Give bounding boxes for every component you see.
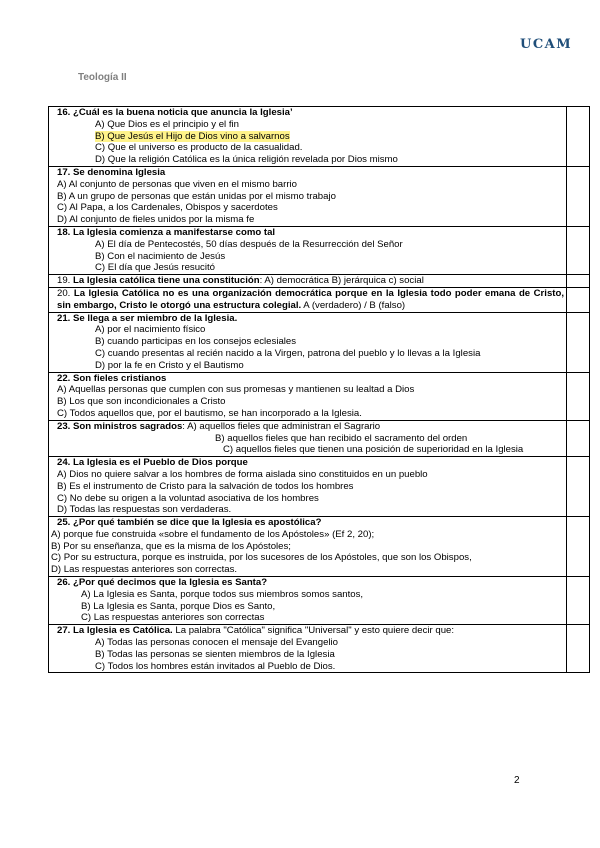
question-row (49, 457, 590, 517)
answer-cell (567, 166, 590, 226)
question-row (49, 107, 590, 167)
answer-cell (567, 577, 590, 625)
answer-cell (567, 275, 590, 288)
option: A) Dios no quiere salvar a los hombres de forma aislada sino constituidos en un pueblo (57, 468, 428, 480)
question-cell (49, 372, 567, 420)
question-choices: A (verdadero) / B (falso) (301, 299, 406, 311)
question-cell (49, 166, 567, 226)
highlighted-answer: B) Que Jesús el Hijo de Dios vino a salvarnos (95, 130, 290, 142)
answer-cell (567, 107, 590, 167)
page-number: 2 (514, 775, 520, 786)
question-number: 20. (57, 287, 74, 299)
option: A) por el nacimiento físico (95, 324, 206, 336)
question-title: 26. ¿Por qué decimos que la Iglesia es Santa? (57, 577, 268, 589)
answer-cell (567, 287, 590, 312)
answer-cell (567, 226, 590, 274)
question-cell (49, 577, 567, 625)
question-cell (49, 517, 567, 577)
option: C) aquellos fieles que tienen una posición de superioridad en la Iglesia (223, 444, 524, 456)
question-line (51, 275, 564, 287)
option: C) Que el universo es producto de la casualidad. (95, 142, 303, 154)
option: B) Todas las personas se sienten miembros de la Iglesia (95, 648, 335, 660)
question-row (49, 226, 590, 274)
option: D) por la fe en Cristo y el Bautismo (95, 359, 244, 371)
option: D) Que la religión Católica es la única religión revelada por Dios mismo (95, 154, 398, 166)
quiz-table (48, 106, 590, 673)
option: D) Al conjunto de fieles unidos por la misma fe (57, 214, 255, 226)
question-cell (49, 226, 567, 274)
option: A) Que Dios es el principio y el fin (95, 118, 239, 130)
option: C) Por su estructura, porque es instruida, por los sucesores de los Apóstoles, que son los Obispos, (51, 552, 472, 564)
answer-cell (567, 517, 590, 577)
question-row (49, 312, 590, 372)
question-line (51, 288, 564, 312)
question-row (49, 287, 590, 312)
option: A) Aquellas personas que cumplen con sus promesas y mantienen su lealtad a Dios (57, 384, 415, 396)
option: C) No debe su origen a la voluntad asociativa de los hombres (57, 492, 319, 504)
question-title: 18. La Iglesia comienza a manifestarse como tal (57, 226, 276, 238)
question-cell (49, 275, 567, 288)
question-cell (49, 457, 567, 517)
question-cell (49, 625, 567, 673)
question-title: La Iglesia católica tiene una constitución (73, 275, 260, 287)
question-cell (49, 420, 567, 456)
option: B) Por su enseñanza, que es la misma de los Apóstoles; (51, 540, 291, 552)
question-row (49, 517, 590, 577)
question-cell (49, 287, 567, 312)
question-title: 24. La Iglesia es el Pueblo de Dios porque (57, 457, 248, 469)
answer-cell (567, 625, 590, 673)
option: C) Todos los hombres están invitados al Pueblo de Dios. (95, 660, 336, 672)
answer-cell (567, 420, 590, 456)
question-title: 25. ¿Por qué también se dice que la Iglesia es apostólica? (57, 517, 322, 529)
question-row (49, 420, 590, 456)
question-title: 17. Se denomina Iglesia (57, 166, 166, 178)
question-title: La Iglesia Católica no es una organización democrática porque en la Iglesia todo poder emana de Cristo, sin embargo, Cristo le otorgó una estructura colegial. (57, 287, 564, 311)
option: A) porque fue construida «sobre el fundamento de los Apóstoles» (Ef 2, 20); (51, 528, 375, 540)
question-row (49, 625, 590, 673)
option: B) La Iglesia es Santa, porque Dios es Santo, (81, 600, 276, 612)
answer-cell (567, 457, 590, 517)
question-title: 22. Son fieles cristianos (57, 372, 167, 384)
question-row (49, 275, 590, 288)
option: D) Todas las respuestas son verdaderas. (57, 504, 232, 516)
course-title: Teología II (78, 72, 127, 83)
question-choices: : A) democrática B) jerárquica c) social (259, 275, 424, 287)
question-row (49, 372, 590, 420)
option: B) Con el nacimiento de Jesús (95, 250, 226, 262)
question-number: 19. (57, 275, 74, 287)
answer-cell (567, 312, 590, 372)
question-title: 23. Son ministros sagrados (57, 420, 183, 432)
option: A) La Iglesia es Santa, porque todos sus miembros somos santos, (81, 588, 364, 600)
option: B) aquellos fieles que han recibido el sacramento del orden (215, 432, 468, 444)
option: C) Las respuestas anteriores son correctas (81, 612, 265, 624)
option: A) El día de Pentecostés, 50 días después de la Resurrección del Señor (95, 238, 403, 250)
question-text: La palabra "Católica" significa "Universal" y esto quiere decir que: (172, 625, 455, 637)
option: C) cuando presentas al recién nacido a la Virgen, patrona del pueblo y lo llevas a la Iglesia (95, 347, 481, 359)
option: C) Al Papa, a los Cardenales, Obispos y sacerdotes (57, 202, 278, 214)
question-title: 21. Se llega a ser miembro de la Iglesia. (57, 312, 238, 324)
option: C) Todos aquellos que, por el bautismo, se han incorporado a la Iglesia. (57, 407, 362, 419)
option: A) Al conjunto de personas que viven en el mismo barrio (57, 178, 297, 190)
question-row (49, 166, 590, 226)
answer-cell (567, 372, 590, 420)
option: A) Todas las personas conocen el mensaje del Evangelio (95, 637, 339, 649)
option: : A) aquellos fieles que administran el Sagrario (182, 420, 381, 432)
option: B) cuando participas en los consejos eclesiales (95, 336, 297, 348)
option: B) A un grupo de personas que están unidas por el mismo trabajo (57, 190, 336, 202)
question-line (51, 625, 564, 637)
question-title: 27. La Iglesia es Católica. (57, 625, 173, 637)
question-cell (49, 312, 567, 372)
ucam-logo: UCAM (520, 37, 573, 52)
question-title: 16. ¿Cuál es la buena noticia que anuncia la Iglesia’ (57, 107, 293, 118)
option-highlighted (51, 131, 564, 143)
option: D) Las respuestas anteriores son correctas. (51, 564, 238, 576)
option: B) Los que son incondicionales a Cristo (57, 396, 226, 408)
option: C) El día que Jesús resucitó (95, 262, 215, 274)
question-line (51, 421, 564, 433)
question-cell (49, 107, 567, 167)
option: B) Es el instrumento de Cristo para la salvación de todos los hombres (57, 480, 354, 492)
question-row (49, 577, 590, 625)
